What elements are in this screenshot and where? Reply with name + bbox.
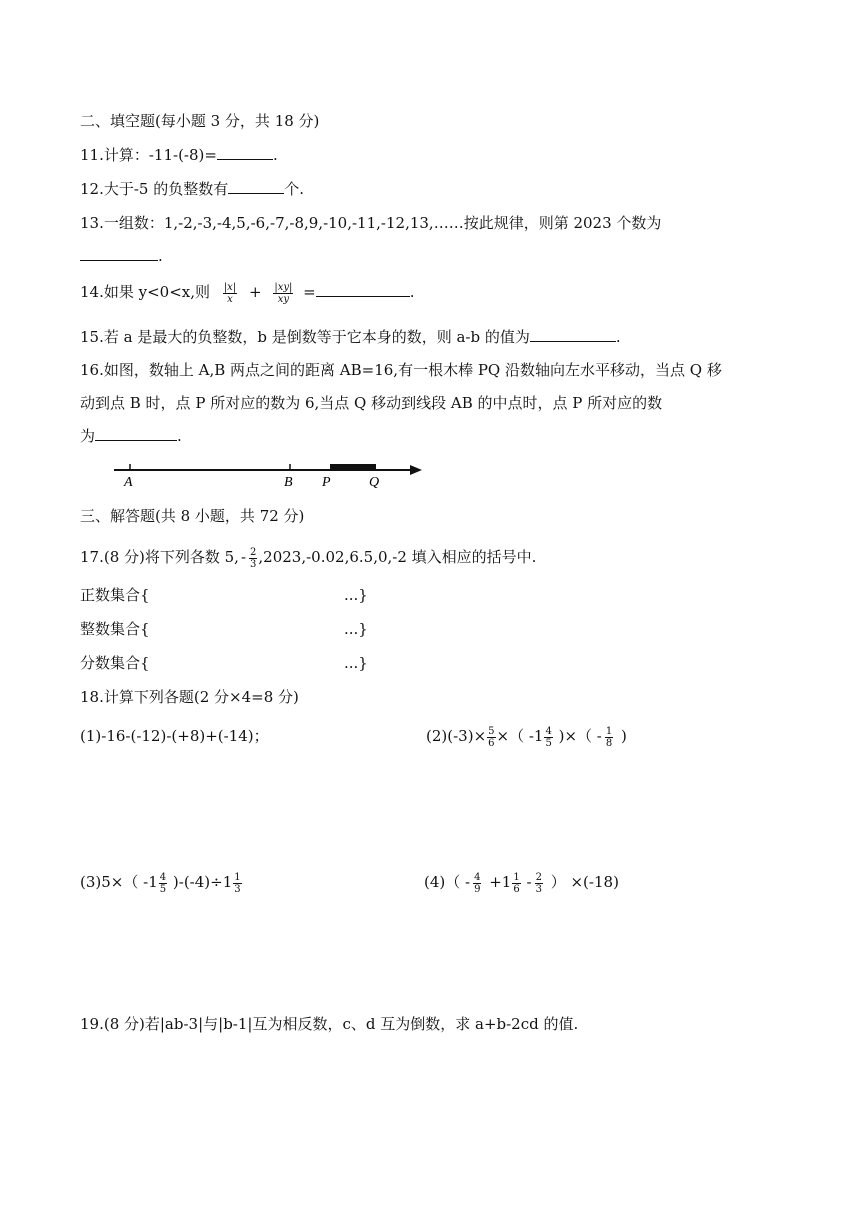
question-17 — [80, 546, 536, 570]
q12-blank[interactable] — [228, 179, 284, 194]
q17-pre: 17.(8 分)将下列各数 5, — [80, 548, 239, 566]
q18-p2-mid1: ×（ -1 — [496, 727, 544, 745]
section-3-title: 三、解答题(共 8 小题，共 72 分) — [80, 507, 305, 525]
q12-post: 个. — [284, 180, 305, 198]
q18-p3-mid: )-(-4)÷1 — [168, 873, 233, 891]
q18-part-2 — [426, 725, 627, 749]
positive-set-label: 正数集合{ — [80, 586, 150, 604]
q14-f2-denominator: xy — [277, 293, 289, 305]
q13-end: . — [158, 247, 163, 265]
question-16-line-2: 动到点 B 时，点 P 所对应的数为 6,当点 Q 移动到线段 AB 的中点时，点 P 所对应的数 — [80, 394, 663, 412]
q18-p4-mid2: - — [521, 873, 532, 891]
q14-pre: 14.如果 y<0<x,则 — [80, 283, 211, 301]
q18-p4-fraction-2 — [512, 872, 520, 895]
q18-p3-f2-numerator: 1 — [234, 871, 241, 883]
question-11 — [80, 144, 278, 166]
q14-f2-numerator: |xy| — [274, 281, 293, 293]
q18-p3-f1-numerator: 4 — [159, 871, 167, 883]
q17-post: ,2023,-0.02,6.5,0,-2 填入相应的括号中. — [258, 548, 537, 566]
question-16-line-3 — [80, 425, 182, 447]
q18-p2-fraction-3 — [605, 726, 613, 749]
q11-text: 11.计算：-11-(-8)= — [80, 146, 217, 164]
q11-end: . — [272, 146, 278, 164]
q18-p3-pre: (3)5×（ -1 — [80, 873, 158, 891]
q12-pre: 12.大于-5 的负整数有 — [80, 180, 229, 198]
q14-blank[interactable] — [316, 282, 410, 297]
q18-p4-f1-denominator: 9 — [474, 883, 481, 895]
q18-p2-f2-numerator: 4 — [545, 725, 552, 737]
q18-part-1: (1)-16-(-12)-(+8)+(-14)； — [80, 727, 269, 745]
q17-f-numerator: 2 — [250, 546, 257, 558]
q18-p2-mid2: )×（ - — [553, 727, 602, 745]
q18-p4-mid1: +1 — [484, 873, 512, 891]
q18-p4-pre: (4)（ - — [424, 873, 471, 891]
positive-set-end: ...} — [344, 586, 368, 604]
integer-set-label: 整数集合{ — [80, 620, 150, 638]
q18-p4-end: ） ×(-18) — [545, 873, 619, 891]
label-b: B — [284, 475, 293, 490]
question-13: 13.一组数：1,-2,-3,-4,5,-6,-7,-8,9,-10,-11,-12,13,……按此规律，则第 2023 个数为 — [80, 214, 662, 232]
q15-text: 15.若 a 是最大的负整数，b 是倒数等于它本身的数，则 a-b 的值为 — [80, 328, 530, 346]
q18-p2-f1-numerator: 5 — [488, 725, 495, 737]
q15-blank[interactable] — [530, 327, 616, 342]
question-14 — [80, 281, 415, 305]
q14-fraction-1 — [223, 282, 237, 305]
q18-part-3 — [80, 871, 243, 895]
q18-p2-f1-denominator: 6 — [488, 737, 495, 749]
question-16-line-1: 16.如图，数轴上 A,B 两点之间的距离 AB=16,有一根木棒 PQ 沿数轴向左水平移动，当点 Q 移 — [80, 361, 722, 379]
question-13-answer — [80, 245, 163, 267]
q18-p4-f3-denominator: 3 — [535, 883, 542, 895]
q18-p2-f2-denominator: 5 — [545, 737, 552, 749]
q18-p3-f2-denominator: 3 — [234, 883, 241, 895]
q18-p2-end: ) — [616, 727, 627, 745]
number-line-figure — [110, 458, 430, 490]
q18-p4-f3-numerator: 2 — [535, 871, 542, 883]
q18-p2-f3-denominator: 8 — [605, 737, 613, 749]
q18-p2-fraction-2 — [544, 726, 552, 749]
q15-end: . — [615, 328, 621, 346]
label-p: P — [322, 475, 331, 490]
q16-line3-text: 为 — [80, 427, 96, 445]
q18-p4-f2-denominator: 6 — [513, 883, 520, 895]
q14-end: . — [409, 283, 415, 301]
fraction-set-end: ...} — [344, 654, 368, 672]
question-19: 19.(8 分)若|ab-3|与|b-1|互为相反数，c、d 互为倒数，求 a+b-2cd 的值. — [80, 1015, 579, 1033]
label-a: A — [124, 475, 133, 490]
q18-p2-f3-numerator: 1 — [605, 725, 613, 737]
q14-f1-denominator: x — [227, 293, 233, 305]
q18-p3-fraction-1 — [159, 872, 167, 895]
integer-set-row — [80, 618, 368, 640]
q18-p4-f2-numerator: 1 — [513, 871, 520, 883]
q13-blank[interactable] — [80, 246, 158, 261]
positive-set-row — [80, 584, 368, 606]
fraction-set-row — [80, 652, 368, 674]
question-12 — [80, 178, 304, 200]
q18-p4-fraction-1 — [473, 872, 481, 895]
q14-f1-numerator: |x| — [223, 281, 237, 293]
q16-end: . — [177, 427, 182, 445]
stick-pq — [330, 464, 376, 470]
question-18-title: 18.计算下列各题(2 分×4=8 分) — [80, 688, 299, 706]
q14-fraction-2 — [273, 282, 293, 305]
q18-part-4 — [424, 871, 619, 895]
fraction-set-label: 分数集合{ — [80, 654, 150, 672]
q14-plus: + — [248, 283, 262, 301]
q18-p2-pre: (2)(-3)× — [426, 727, 487, 745]
q17-minus: - — [240, 548, 247, 566]
q18-p4-fraction-3 — [535, 872, 543, 895]
q16-blank[interactable] — [95, 426, 177, 441]
q11-blank[interactable] — [217, 145, 273, 160]
q17-fraction — [249, 547, 257, 570]
q18-p3-fraction-2 — [233, 872, 241, 895]
q14-equals: = — [303, 283, 316, 301]
number-line-arrow — [410, 465, 422, 475]
integer-set-end: ...} — [344, 620, 368, 638]
q18-p3-f1-denominator: 5 — [159, 883, 167, 895]
section-2-title: 二、填空题(每小题 3 分，共 18 分) — [80, 112, 320, 130]
label-q: Q — [369, 475, 380, 490]
q18-p2-fraction-1 — [487, 726, 495, 749]
question-15 — [80, 326, 621, 348]
q17-f-denominator: 3 — [250, 558, 257, 570]
q18-p4-f1-numerator: 4 — [474, 871, 481, 883]
